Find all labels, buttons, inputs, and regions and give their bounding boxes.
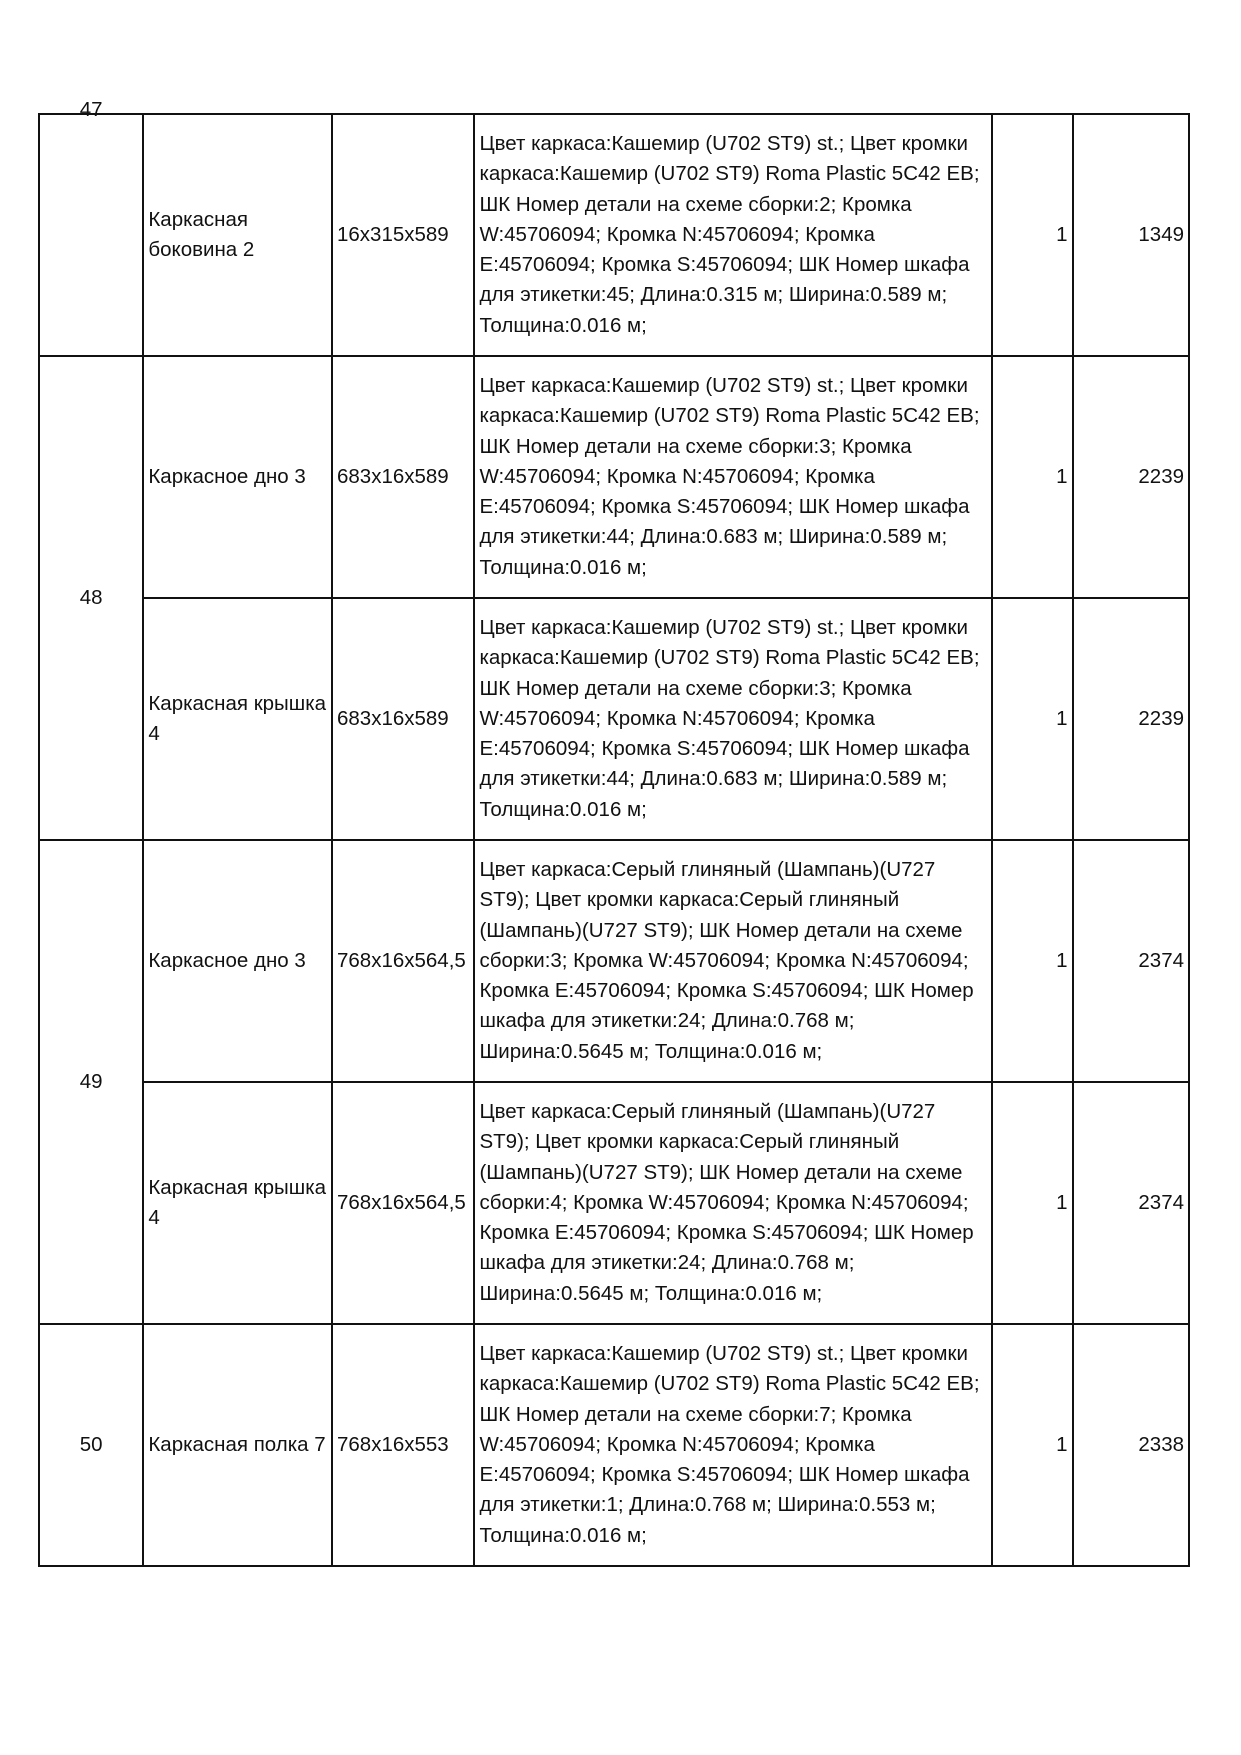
row-number-cell: 48 — [39, 356, 143, 840]
quantity-cell: 1 — [992, 840, 1072, 1082]
quantity-cell: 1 — [992, 598, 1072, 840]
price-cell: 1349 — [1073, 114, 1189, 356]
price-cell: 2374 — [1073, 1082, 1189, 1324]
part-description-cell: Цвет каркаса:Серый глиняный (Шампань)(U727 ST9); Цвет кромки каркаса:Серый глиняный (Шампань)(U727 ST9); ШК Номер детали на схеме сборки:4; Кромка W:45706094; Кромка N:45706094; Кромка E:45706094; Кромка S:45706094; ШК Номер шкафа для этикетки:24; Длина:0.768 м; Ширина:0.5645 м; Толщина:0.016 м; — [474, 1082, 992, 1324]
table-row — [39, 1324, 1189, 1566]
part-size-cell: 16x315x589 — [332, 114, 474, 356]
part-size-cell: 768x16x564,5 — [332, 1082, 474, 1324]
price-cell: 2239 — [1073, 356, 1189, 598]
part-name-cell: Каркасное дно 3 — [143, 840, 332, 1082]
price-cell: 2338 — [1073, 1324, 1189, 1566]
part-description-cell: Цвет каркаса:Серый глиняный (Шампань)(U727 ST9); Цвет кромки каркаса:Серый глиняный (Шампань)(U727 ST9); ШК Номер детали на схеме сборки:3; Кромка W:45706094; Кромка N:45706094; Кромка E:45706094; Кромка S:45706094; ШК Номер шкафа для этикетки:24; Длина:0.768 м; Ширина:0.5645 м; Толщина:0.016 м; — [474, 840, 992, 1082]
row-number: 47 — [79, 98, 103, 121]
part-size-cell: 768x16x564,5 — [332, 840, 474, 1082]
part-name-cell: Каркасная полка 7 — [143, 1324, 332, 1566]
table-row — [39, 1082, 1189, 1324]
part-size-cell: 683x16x589 — [332, 598, 474, 840]
part-size-cell: 768x16x553 — [332, 1324, 474, 1566]
row-number-cell: 49 — [39, 840, 143, 1324]
row-number-cell — [39, 98, 143, 356]
part-description-cell: Цвет каркаса:Кашемир (U702 ST9) st.; Цвет кромки каркаса:Кашемир (U702 ST9) Roma Plastic 5C42 EB; ШК Номер детали на схеме сборки:3; Кромка W:45706094; Кромка N:45706094; Кромка E:45706094; Кромка S:45706094; ШК Номер шкафа для этикетки:44; Длина:0.683 м; Ширина:0.589 м; Толщина:0.016 м; — [474, 598, 992, 840]
quantity-cell: 1 — [992, 1324, 1072, 1566]
price-cell: 2239 — [1073, 598, 1189, 840]
part-description-cell: Цвет каркаса:Кашемир (U702 ST9) st.; Цвет кромки каркаса:Кашемир (U702 ST9) Roma Plastic 5C42 EB; ШК Номер детали на схеме сборки:3; Кромка W:45706094; Кромка N:45706094; Кромка E:45706094; Кромка S:45706094; ШК Номер шкафа для этикетки:44; Длина:0.683 м; Ширина:0.589 м; Толщина:0.016 м; — [474, 356, 992, 598]
part-name-cell: Каркасная крышка 4 — [143, 1082, 332, 1324]
quantity-cell: 1 — [992, 114, 1072, 356]
quantity-cell: 1 — [992, 356, 1072, 598]
part-description-cell: Цвет каркаса:Кашемир (U702 ST9) st.; Цвет кромки каркаса:Кашемир (U702 ST9) Roma Plastic 5C42 EB; ШК Номер детали на схеме сборки:2; Кромка W:45706094; Кромка N:45706094; Кромка E:45706094; Кромка S:45706094; ШК Номер шкафа для этикетки:45; Длина:0.315 м; Ширина:0.589 м; Толщина:0.016 м; — [474, 114, 992, 356]
price-cell: 2374 — [1073, 840, 1189, 1082]
table-row — [39, 356, 1189, 598]
table-row — [39, 840, 1189, 1082]
parts-table — [38, 98, 1190, 1567]
table-row — [39, 598, 1189, 840]
row-number-cell: 50 — [39, 1324, 143, 1566]
part-name-cell: Каркасное дно 3 — [143, 356, 332, 598]
part-description-cell: Цвет каркаса:Кашемир (U702 ST9) st.; Цвет кромки каркаса:Кашемир (U702 ST9) Roma Plastic 5C42 EB; ШК Номер детали на схеме сборки:7; Кромка W:45706094; Кромка N:45706094; Кромка E:45706094; Кромка S:45706094; ШК Номер шкафа для этикетки:1; Длина:0.768 м; Ширина:0.553 м; Толщина:0.016 м; — [474, 1324, 992, 1566]
part-size-cell: 683x16x589 — [332, 356, 474, 598]
part-name-cell: Каркасная крышка 4 — [143, 598, 332, 840]
table-row — [39, 114, 1189, 356]
quantity-cell: 1 — [992, 1082, 1072, 1324]
part-name-cell: Каркасная боковина 2 — [143, 114, 332, 356]
